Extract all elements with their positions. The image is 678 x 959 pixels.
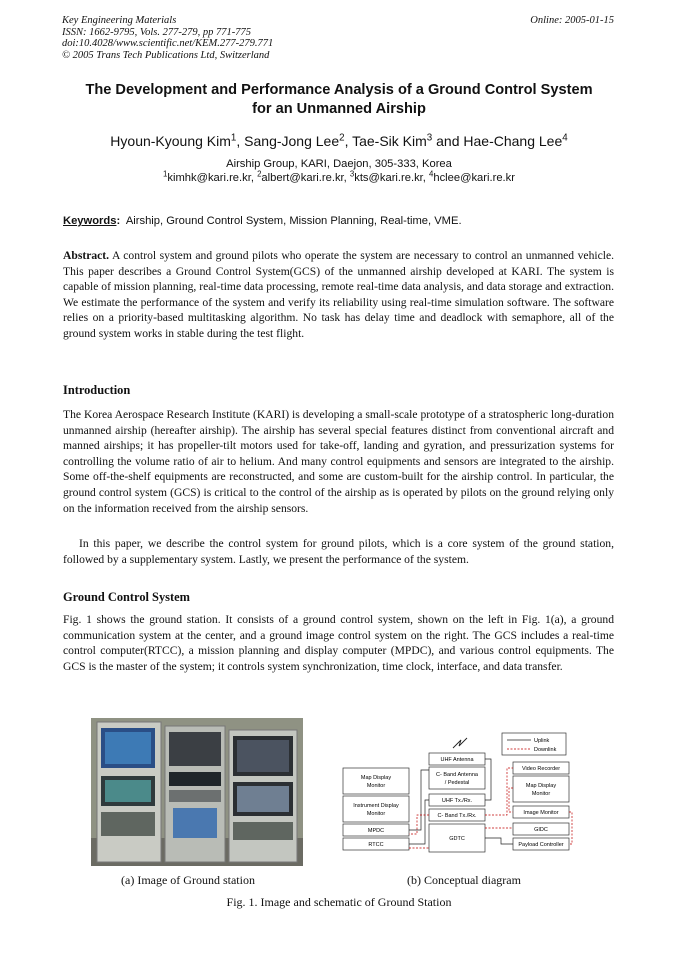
email-link[interactable]: hclee@kari.re.kr [433,172,515,184]
abstract-text: A control system and ground pilots who operate the system are necessary to control an unmanned vehicle. This paper describes a Ground Control System(GCS) of the unmanned airship developed at KARI. The system is capable of mission planning, real-time data processing, remote real-time data analysis, and data storage and extraction. We estimate the performance of the system and verify its reliability using real-time simulation software. The software relies on a priority-based multitasking algorithm. No task has delay time and deadlock with semaphore, all of the ground system works in stable during the test flight. [63,249,615,340]
caption-a: (a) Image of Ground station [121,873,255,887]
author: Tae-Sik Kim$^3$ and [352,132,464,149]
section-heading-gcs: Ground Control System [63,590,190,604]
label-uhf-txrx: UHF Tx./Rx. [441,798,473,804]
journal-header [62,15,614,61]
online-date: Online: 2005-01-15 [530,15,614,26]
block-map-display-right [513,776,569,802]
uplink-connector [485,759,491,800]
affiliation-block [40,157,638,185]
issn-line: ISSN: 1662-9795, Vols. 277-279, pp 771-775 [62,26,251,38]
ground-station-image [91,718,303,866]
author: Hae-Chang Lee$^4$ [463,132,568,149]
label-video-recorder: Video Recorder [521,766,561,772]
label-map-left-2: Monitor [366,783,386,789]
downlink-connector [509,788,513,812]
email-list: $^1$kimhk@kari.re.kr, $^2$albert@kari.re.kr, $^3$kts@kari.re.kr, $^4$hclee@kari.re.kr [163,169,515,184]
label-cband-antenna-2: / Pedestal [444,780,470,786]
label-gidc: GIDC [534,827,548,833]
label-image-monitor: Image Monitor [523,810,559,816]
label-mpdc: MPDC [367,828,385,834]
keywords-text: Airship, Ground Control System, Mission Planning, Real-time, VME. [125,215,462,227]
downlink-connector [569,812,572,844]
author: Sang-Jong Lee$^2$, [244,132,353,149]
block-instrument-display [343,796,409,822]
email-link[interactable]: kts@kari.re.kr, [354,172,429,184]
label-instr-2: Monitor [366,811,386,817]
email-link[interactable]: kimhk@kari.re.kr, [167,172,258,184]
label-payload-controller: Payload Controller [518,842,564,848]
intro-paragraph-1: The Korea Aerospace Research Institute (KARI) is developing a small-scale prototype of a stratospheric long-duration unmanned airship (hereafter airship). The airship has several special features distinct from conventional aircraft and manned airships; it has propeller-tilt motors used for take-off, landing and gyration, and pressurization systems for controlling the volume ratio of air to helium. And many control equipments and sensors are integrated to the airship. Some off-the-shelf equipments are reconstructed, and some are custom-built for the airship control. In particular, the ground control system (GCS) is critical to the control of the airship as is operated by pilots on the ground relying only on the information received from the airship sensors. [63,408,614,515]
label-map-right-2: Monitor [531,791,551,797]
affiliation: Airship Group, KARI, Daejon, 305-333, Korea [226,158,452,170]
intro-paragraph-2: In this paper, we describe the control system for ground pilots, which is a core system of the ground station, followed by a supplementary system. Lastly, we present the performance of the system. [63,537,614,566]
label-rtcc: RTCC [368,842,384,848]
label-gdtc: GDTC [449,836,465,842]
label-cband-txrx: C- Band Tx./Rx. [437,813,477,819]
paper-title [40,81,638,119]
caption-b: (b) Conceptual diagram [407,873,521,887]
abstract-label: Abstract. [63,249,110,262]
label-uhf-antenna: UHF Antenna [440,757,474,763]
gcs-paragraph-1: Fig. 1 shows the ground station. It consists of a ground control system, shown on the left in Fig. 1(a), a ground communication system at the center, and a ground image control system on the right. The GCS includes a real-time control computer(RTCC), a mission planning and display computer (MPDC), and various control equipments. The GCS is the master of the system; it controls system synchronization, time clock, interface, and data transfer. [63,613,614,673]
title-line-2: for an Unmanned Airship [252,101,426,117]
uplink-connector [409,800,429,844]
keywords: Keywords: Airship, Ground Control System, Mission Planning, Real-time, VME. [63,215,462,227]
figure-caption: Fig. 1. Image and schematic of Ground Station [226,895,452,909]
downlink-connector [409,815,429,834]
label-map-right-1: Map Display [525,783,557,789]
legend-uplink-label: Uplink [534,738,550,744]
email-link[interactable]: albert@kari.re.kr, [261,172,350,184]
journal-name: Key Engineering Materials [62,15,177,26]
block-map-display-left [343,768,409,794]
label-map-left-1: Map Display [360,775,392,781]
conceptual-diagram [341,730,573,860]
label-cband-antenna-1: C- Band Antenna [436,772,478,778]
title-line-1: The Development and Performance Analysis of a Ground Control System [85,82,593,98]
abstract [63,248,614,342]
keywords-label: Keywords [63,215,117,227]
legend-downlink-label: Downlink [534,747,557,753]
copyright-line: © 2005 Trans Tech Publications Ltd, Switzerland [62,49,270,61]
author: Hyoun-Kyoung Kim$^1$, [110,132,245,149]
signal-icon [453,738,467,748]
label-instr-1: Instrument Display [353,803,399,809]
ground-station-photo [91,718,303,866]
doi-line: doi:10.4028/www.scientific.net/KEM.277-279.771 [62,38,274,49]
section-heading-introduction: Introduction [63,383,131,397]
author-list [40,132,638,150]
uplink-connector [485,838,513,844]
